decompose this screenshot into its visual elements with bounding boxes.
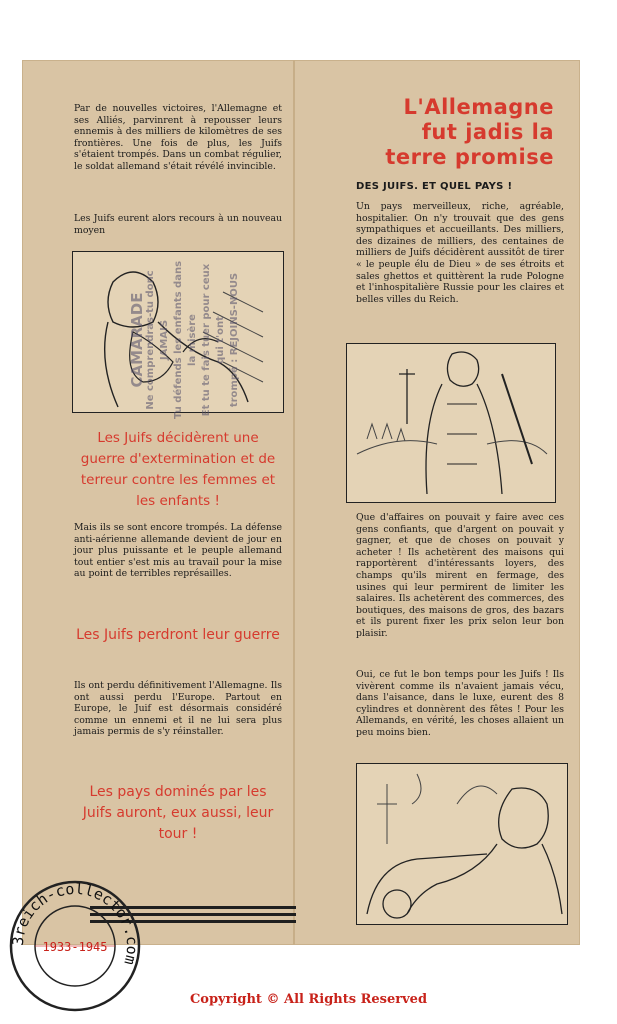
left-paragraph-defense: Mais ils se sont encore trompés. La défense anti-aérienne allemande devient de jour en jour plus puissante et le peuple allemand tout entier s'est mis au travail pour la mise au point de terribles représailles. [74,522,282,580]
stamp-line-3: Tu défends les enfants dans la misère [173,260,198,420]
stamp-line-2: Ne comprendras-tu donc JAMAIS [145,270,170,410]
heading-perdront: Les Juifs perdront leur guerre [76,627,280,643]
right-subtitle: DES JUIFS. ET QUEL PAYS ! [356,181,513,192]
title-line-3: terre promise [385,145,554,169]
stamp-line-5: trompé : REJOINS-NOUS [229,272,240,408]
stamp-line-1: CAMARADE [128,292,146,388]
title-line-1: L'Allemagne [403,95,554,119]
right-paragraph-3: Oui, ce fut le bon temps pour les Juifs ! Ils vivèrent comme ils n'avaient jamais vécu, dans l'aisance, dans le luxe, eurent des 8 cylindres et donnèrent des fêtes ! Pour les Allemands, en vérité, les choses allaient un peu moins bien. [356,669,564,738]
emigrant-drawing [347,344,555,502]
left-paragraph-europe: Ils ont perdu définitivement l'Allemagne. Ils ont aussi perdu l'Europe. Partout en Europe, le Juif est désormais considéré comme un ennemi et il ne lui sera plus jamais permis de s'y réinstaller. [74,680,282,738]
right-title [340,95,554,170]
overprint-stamp [130,260,300,420]
left-intro-continuation: Les Juifs eurent alors recours à un nouveau moyen [74,213,282,236]
wealthy-man-car-drawing [357,764,567,924]
title-line-2: fut jadis la [421,120,554,144]
center-fold [293,60,295,945]
heading-extermination: Les Juifs décidèrent une guerre d'extermination et de terreur contre les femmes et les enfants ! [80,430,276,509]
watermark-years: 1933-1945 [42,940,108,954]
watermark-site-text: 3reich-collector.com [8,879,142,967]
stamp-line-4: Et tu te fais tuer pour ceux qui t'ont [201,263,226,417]
right-paragraph-1: Un pays merveilleux, riche, agréable, hospitalier. On n'y trouvait que des gens sympathiques et accueillants. Des milliers, des dizaines de milliers, des centaines de milliers de Juifs décidèrent aussitôt de tirer « le peuple élu de Dieu » de ses étroits et sales ghettos et quittèrent la rude Pologne et l'inhospitalière Russie pour les claires et belles villes du Reich. [356,201,564,305]
right-paragraph-2: Que d'affaires on pouvait y faire avec ces gens confiants, que d'argent on pouvait y gagner, et que de choses on pouvait y acheter ! Ils achetèrent des maisons qui rapportèrent d'intéressants loyers, des champs qu'ils mirent en fermage, des usines qui leur permirent de limiter les salaires. Ils achetèrent des commerces, des boutiques, des maisons de gros, des bazars et ils purent fixer les prix selon leur bon plaisir. [356,512,564,639]
left-intro-paragraph: Par de nouvelles victoires, l'Allemagne et ses Alliés, parvinrent à repousser leurs ennemis à des milliers de kilomètres de ses frontières. Une fois de plus, les Juifs s'étaient trompés. Dans un combat régulier, le soldat allemand s'était révélé invincible. [74,103,282,172]
right-illustration-bottom [356,763,568,925]
heading-pays-domines: Les pays dominés par les Juifs auront, eux aussi, leur tour ! [82,784,274,842]
copyright-notice: Copyright © All Rights Reserved [189,992,428,1007]
right-illustration-top [346,343,556,503]
